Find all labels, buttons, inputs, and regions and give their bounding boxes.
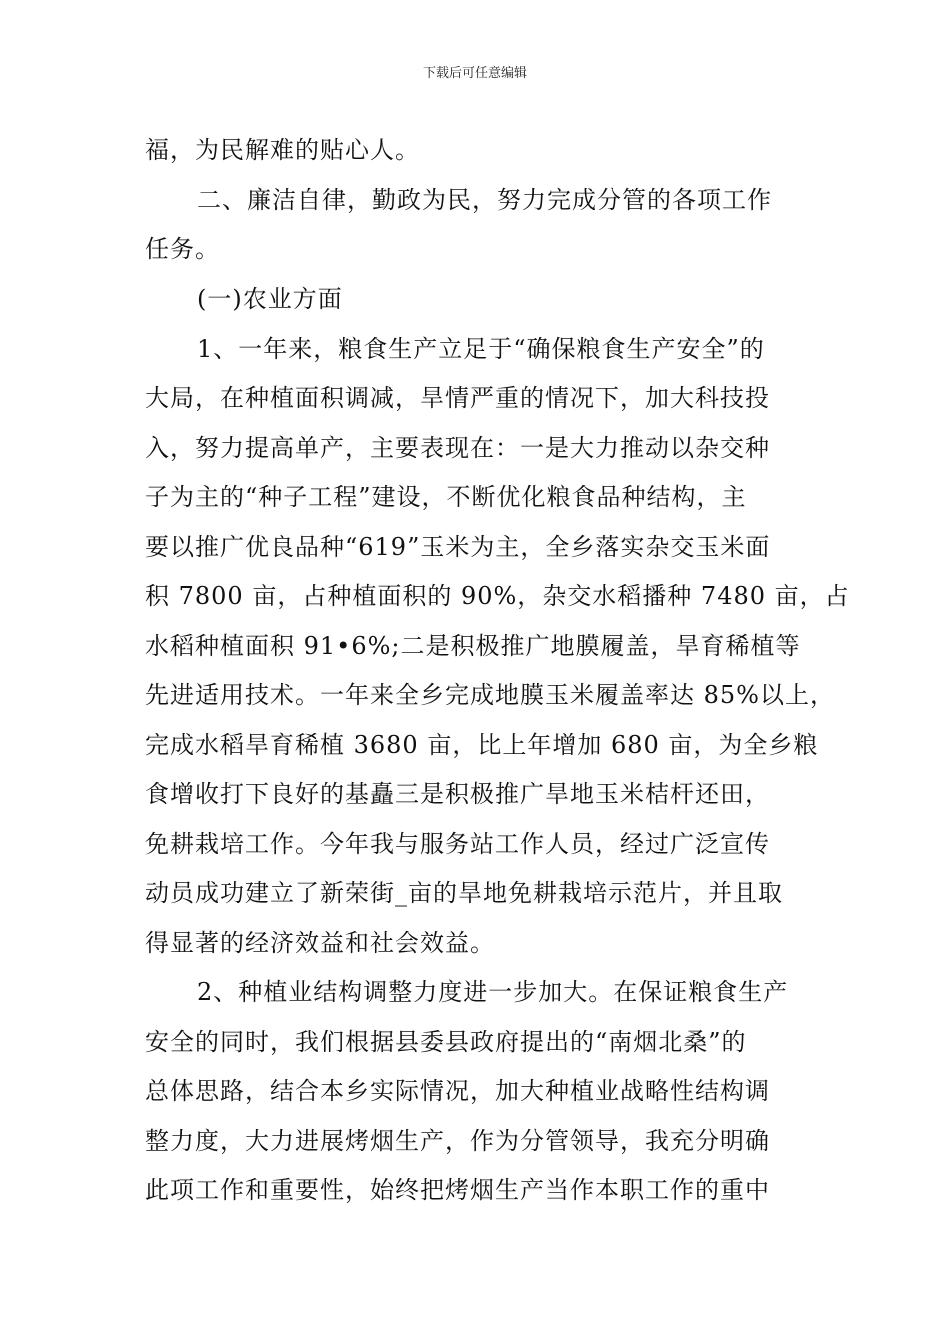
paragraph-2-line-5: 此项工作和重要性，始终把烤烟生产当作本职工作的重中 (145, 1176, 770, 1204)
paragraph-1-line-10: 食增收打下良好的基矗三是积极推广旱地玉米桔杆还田， (145, 780, 770, 808)
paragraph-1-line-12: 动员成功建立了新荣街_亩的旱地免耕栽培示范片，并且取 (145, 879, 783, 907)
paragraph-2-line-4: 整力度，大力进展烤烟生产，作为分管领导，我充分明确 (145, 1127, 770, 1155)
subsection-heading: (一)农业方面 (197, 285, 343, 313)
paragraph-1-line-8: 先进适用技术。一年来全乡完成地膜玉米履盖率达 85%以上， (145, 681, 835, 709)
page-header: 下载后可任意编辑 (422, 66, 527, 81)
paragraph-1-line-6: 积 7800 亩，占种植面积的 90%，杂交水稻播种 7480 亩，占 (145, 582, 850, 610)
paragraph-1-line-1: 1、一年来，粮食生产立足于“确保粮食生产安全”的 (197, 335, 765, 363)
paragraph-2-line-2: 安全的同时，我们根据县委县政府提出的“南烟北桑”的 (145, 1028, 747, 1056)
text-line-3: 任务。 (145, 235, 220, 263)
paragraph-1-line-7: 水稻种植面积 91•6%;二是积极推广地膜履盖，旱育稀植等 (145, 632, 801, 660)
paragraph-1-line-13: 得显著的经济效益和社会效益。 (145, 929, 495, 957)
paragraph-2-line-1: 2、种植业结构调整力度进一步加大。在保证粮食生产 (197, 978, 789, 1006)
paragraph-1-line-11: 免耕栽培工作。今年我与服务站工作人员，经过广泛宣传 (145, 830, 770, 858)
paragraph-1-line-5: 要以推广优良品种“619”玉米为主，全乡落实杂交玉米面 (145, 533, 771, 561)
paragraph-1-line-4: 子为主的“种子工程”建设，不断优化粮食品种结构，主 (145, 483, 747, 511)
paragraph-2-line-3: 总体思路，结合本乡实际情况，加大种植业战略性结构调 (145, 1077, 770, 1105)
paragraph-1-line-3: 入，努力提高单产，主要表现在：一是大力推动以杂交种 (145, 434, 770, 462)
text-line-1: 福，为民解难的贴心人。 (145, 136, 420, 164)
paragraph-1-line-2: 大局，在种植面积调减，旱情严重的情况下，加大科技投 (145, 384, 770, 412)
section-heading: 二、廉洁自律，勤政为民，努力完成分管的各项工作 (197, 186, 772, 214)
paragraph-1-line-9: 完成水稻旱育稀植 3680 亩，比上年增加 680 亩，为全乡粮 (145, 731, 819, 759)
